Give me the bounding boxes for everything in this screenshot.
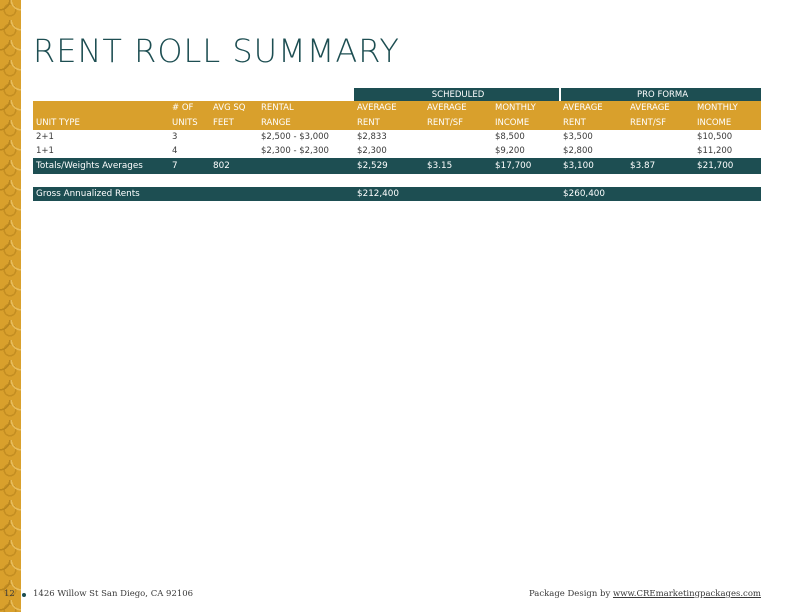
table-row [33, 130, 761, 144]
column-header: INCOME [492, 115, 560, 130]
table-cell: 2+1 [36, 132, 54, 142]
table-cell: 1+1 [36, 146, 54, 156]
table-cell: $2,500 - $3,000 [261, 132, 329, 142]
table-cell: $10,500 [697, 132, 733, 142]
table-cell: $8,500 [495, 132, 525, 142]
table-cell: $3,500 [563, 132, 593, 142]
column-header: RENT [354, 115, 424, 130]
table-cell: $2,800 [563, 146, 593, 156]
table-cell: $2,300 - $2,300 [261, 146, 329, 156]
table-cell [627, 144, 694, 158]
column-header: FEET [210, 115, 258, 130]
column-header: RANGE [258, 115, 354, 130]
decorative-side-band [0, 0, 21, 612]
credit-prefix: Package Design by [528, 589, 611, 599]
totals-cell: 802 [210, 158, 258, 174]
column-header: AVERAGE [424, 101, 492, 115]
page-footer [0, 588, 792, 602]
totals-cell: Totals/Weights Averages [33, 158, 169, 174]
column-header: MONTHLY [694, 101, 761, 115]
gross-label: Gross Annualized Rents [33, 187, 354, 201]
totals-cell [258, 158, 354, 174]
table-cell: $9,200 [495, 146, 525, 156]
column-header: RENTAL [258, 101, 354, 115]
column-header: AVERAGE [627, 101, 694, 115]
page-title: RENT ROLL SUMMARY [33, 32, 400, 70]
gross-annualized-row [33, 187, 761, 201]
column-header: RENT/SF [424, 115, 492, 130]
totals-row [33, 158, 761, 174]
table-cell: 4 [172, 146, 178, 156]
group-scheduled: SCHEDULED [354, 88, 560, 101]
gross-pro-forma: $260,400 [560, 187, 761, 201]
column-header: # OF [169, 101, 210, 115]
totals-cell: $3.15 [424, 158, 492, 174]
totals-cell: $3.87 [627, 158, 694, 174]
table-cell: $2,300 [357, 146, 387, 156]
column-header: UNIT TYPE [33, 115, 169, 130]
totals-cell: $21,700 [694, 158, 761, 174]
page-number: 12 [4, 589, 15, 599]
table-cell [210, 130, 258, 144]
column-header: INCOME [694, 115, 761, 130]
column-header-row [33, 101, 761, 115]
gross-scheduled: $212,400 [354, 187, 560, 201]
column-header: RENT/SF [627, 115, 694, 130]
column-header: UNITS [169, 115, 210, 130]
totals-cell: 7 [169, 158, 210, 174]
table-cell [424, 130, 492, 144]
totals-cell: $2,529 [354, 158, 424, 174]
column-header: MONTHLY [492, 101, 560, 115]
table-row [33, 144, 761, 158]
property-address: 1426 Willow St San Diego, CA 92106 [33, 589, 194, 599]
table-cell [210, 144, 258, 158]
group-pro-forma: PRO FORMA [560, 88, 761, 101]
group-header-row [33, 88, 761, 101]
design-credit [529, 589, 761, 599]
table-cell [627, 130, 694, 144]
column-header [33, 101, 169, 115]
table-cell: $2,833 [357, 132, 387, 142]
totals-cell: $17,700 [492, 158, 560, 174]
table-cell: $11,200 [697, 146, 733, 156]
credit-link[interactable]: www.CREmarketingpackages.com [612, 589, 761, 599]
column-header-row [33, 115, 761, 130]
column-header: RENT [560, 115, 627, 130]
column-header: AVG SQ [210, 101, 258, 115]
rent-roll-table [33, 88, 761, 201]
table-cell: 3 [172, 132, 178, 142]
table-cell [424, 144, 492, 158]
column-header: AVERAGE [354, 101, 424, 115]
totals-cell: $3,100 [560, 158, 627, 174]
column-header: AVERAGE [560, 101, 627, 115]
bullet-dot [22, 593, 26, 597]
